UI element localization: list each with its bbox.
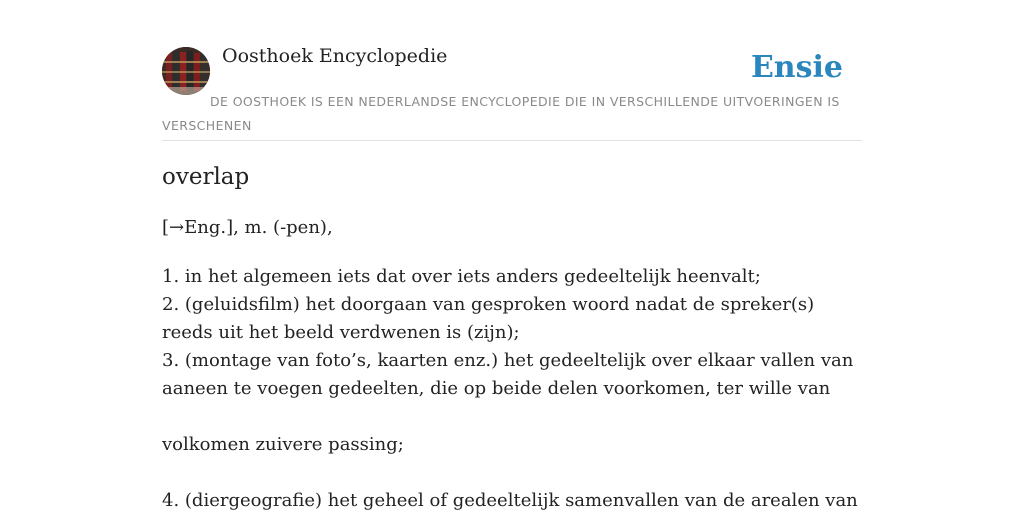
book-spines-icon <box>162 47 210 95</box>
source-tagline: DE OOSTHOEK IS EEN NEDERLANDSE ENCYCLOPEDIE DIE IN VERSCHILLENDE UITVOERINGEN IS VERSCHENEN <box>162 94 840 133</box>
article-page <box>162 0 862 511</box>
entry-title: overlap <box>162 164 250 190</box>
paragraph-gap <box>162 459 862 487</box>
paragraph-gap <box>162 403 862 431</box>
definition-item: 2. (geluidsfilm) het doorgaan van gesproken woord nadat de spreker(s) reeds uit het beeld verdwenen is (zijn); <box>162 294 815 343</box>
definition-item: volkomen zuivere passing; <box>162 434 404 455</box>
entry-definitions <box>162 263 862 512</box>
brand-logo[interactable]: Ensie <box>750 50 843 85</box>
definition-item: 1. in het algemeen iets dat over iets anders gedeeltelijk heenvalt; <box>162 266 761 287</box>
definition-item: 3. (montage van foto’s, kaarten enz.) het gedeeltelijk over elkaar vallen van aaneen te voegen gedeelten, die op beide delen voorkomen, ter wille van <box>162 350 854 399</box>
source-name[interactable]: Oosthoek Encyclopedie <box>222 45 448 67</box>
source-avatar[interactable] <box>162 47 210 95</box>
source-header <box>162 0 862 141</box>
definition-item: 4. (diergeografie) het geheel of gedeeltelijk samenvallen van de arealen van <box>162 490 858 511</box>
entry-etymology: [→Eng.], m. (-pen), <box>162 217 333 238</box>
